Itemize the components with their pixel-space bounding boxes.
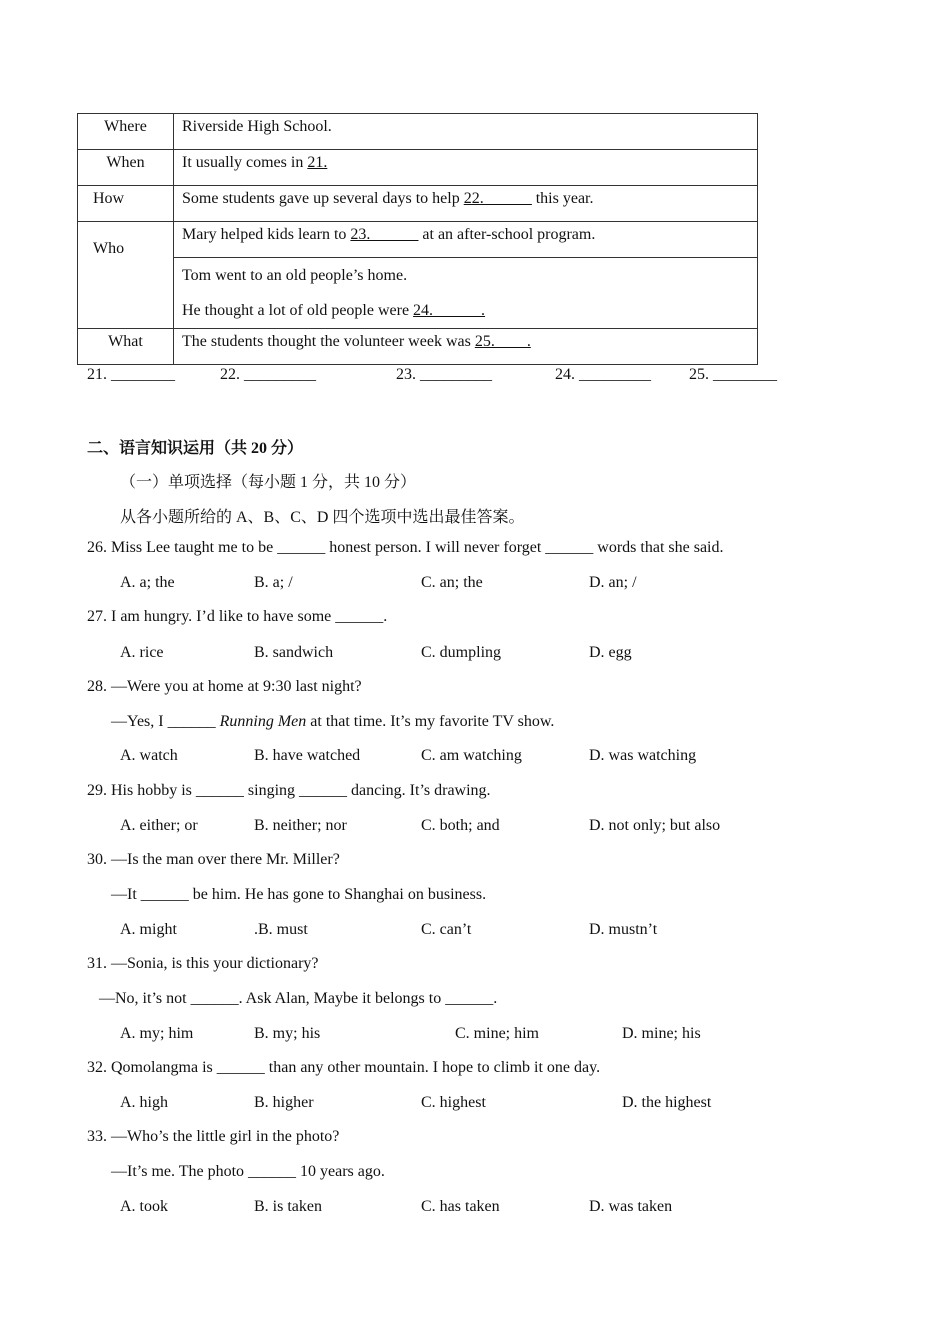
- option-b: B. is taken: [254, 1198, 322, 1215]
- question-31-stem: 31. —Sonia, is this your dictionary?: [87, 955, 319, 972]
- table-row: [78, 114, 758, 150]
- blank-24: 24.______.: [413, 302, 486, 319]
- option-a: A. a; the: [120, 574, 175, 591]
- option-a: A. high: [120, 1094, 168, 1111]
- option-c: C. can’t: [421, 921, 472, 938]
- option-d: D. was watching: [589, 747, 697, 764]
- row-text: The students thought the volunteer week was 25.____.: [174, 329, 758, 365]
- row-text: Tom went to an old people’s home. He thought a lot of old people were 24.______.: [174, 258, 758, 329]
- question-30-line2: —It ______ be him. He has gone to Shanghai on business.: [111, 886, 487, 903]
- table-row: [78, 258, 758, 329]
- section-instructions: 从各小题所给的 A、B、C、D 四个选项中选出最佳答案。: [120, 509, 525, 526]
- blank-21: 21.: [307, 154, 328, 171]
- option-d: D. mustn’t: [589, 921, 658, 938]
- blank-23: 23.______: [350, 226, 419, 243]
- row-text: Some students gave up several days to help 22.______ this year.: [174, 186, 758, 222]
- option-d: D. not only; but also: [589, 817, 721, 834]
- table-row: [78, 329, 758, 365]
- row-key: Where: [78, 114, 174, 150]
- option-a: A. either; or: [120, 817, 198, 834]
- question-29-stem: 29. His hobby is ______ singing ______ dancing. It’s drawing.: [87, 782, 491, 799]
- option-b: B. have watched: [254, 747, 361, 764]
- row-key: How: [78, 186, 174, 222]
- row-text: It usually comes in 21.: [174, 150, 758, 186]
- option-c: C. am watching: [421, 747, 522, 764]
- row-key: When: [78, 150, 174, 186]
- option-b: B. neither; nor: [254, 817, 347, 834]
- option-a: A. watch: [120, 747, 178, 764]
- option-b: B. my; his: [254, 1025, 321, 1042]
- option-c: C. highest: [421, 1094, 486, 1111]
- blank-25: 25.____.: [474, 333, 531, 350]
- option-d: D. was taken: [589, 1198, 673, 1215]
- answer-blank-23: 23. _________: [396, 366, 492, 383]
- option-b: B. a; /: [254, 574, 293, 591]
- answer-blank-24: 24. _________: [555, 366, 651, 383]
- option-c: C. has taken: [421, 1198, 500, 1215]
- row-text: Mary helped kids learn to 23.______ at an after-school program.: [174, 222, 758, 258]
- option-a: A. rice: [120, 644, 164, 661]
- question-30-stem: 30. —Is the man over there Mr. Miller?: [87, 851, 340, 868]
- option-b: .B. must: [254, 921, 308, 938]
- row-text: Riverside High School.: [174, 114, 758, 150]
- table-row: [78, 222, 758, 258]
- question-28-line2: —Yes, I ______ Running Men at that time. It’s my favorite TV show.: [111, 713, 555, 730]
- answer-blank-21: 21. ________: [87, 366, 175, 383]
- option-d: D. egg: [589, 644, 632, 661]
- option-d: D. an; /: [589, 574, 637, 591]
- option-a: A. might: [120, 921, 177, 938]
- question-27-stem: 27. I am hungry. I’d like to have some ______.: [87, 608, 388, 625]
- tv-show-title: Running Men: [219, 713, 307, 730]
- row-key: What: [78, 329, 174, 365]
- option-b: B. higher: [254, 1094, 314, 1111]
- question-26-stem: 26. Miss Lee taught me to be ______ honest person. I will never forget ______ words that she said.: [87, 539, 724, 556]
- blank-22: 22.______: [463, 190, 532, 207]
- option-c: C. mine; him: [455, 1025, 539, 1042]
- option-a: A. my; him: [120, 1025, 194, 1042]
- question-32-stem: 32. Qomolangma is ______ than any other mountain. I hope to climb it one day.: [87, 1059, 601, 1076]
- option-a: A. took: [120, 1198, 168, 1215]
- section-title: 二、语言知识运用（共 20 分）: [87, 440, 304, 457]
- option-c: C. both; and: [421, 817, 500, 834]
- option-d: D. the highest: [622, 1094, 712, 1111]
- table-row: [78, 186, 758, 222]
- table-row: [78, 150, 758, 186]
- section-subtitle: （一）单项选择（每小题 1 分，共 10 分）: [120, 474, 417, 491]
- question-33-line2: —It’s me. The photo ______ 10 years ago.: [111, 1163, 385, 1180]
- info-table: [77, 113, 758, 365]
- option-c: C. an; the: [421, 574, 483, 591]
- option-d: D. mine; his: [622, 1025, 701, 1042]
- question-33-stem: 33. —Who’s the little girl in the photo?: [87, 1128, 340, 1145]
- option-c: C. dumpling: [421, 644, 502, 661]
- answer-blank-25: 25. ________: [689, 366, 777, 383]
- question-28-stem: 28. —Were you at home at 9:30 last night?: [87, 678, 362, 695]
- row-key: Who: [78, 222, 174, 329]
- option-b: B. sandwich: [254, 644, 334, 661]
- answer-blank-22: 22. _________: [220, 366, 316, 383]
- question-31-line2: —No, it’s not ______. Ask Alan, Maybe it belongs to ______.: [99, 990, 498, 1007]
